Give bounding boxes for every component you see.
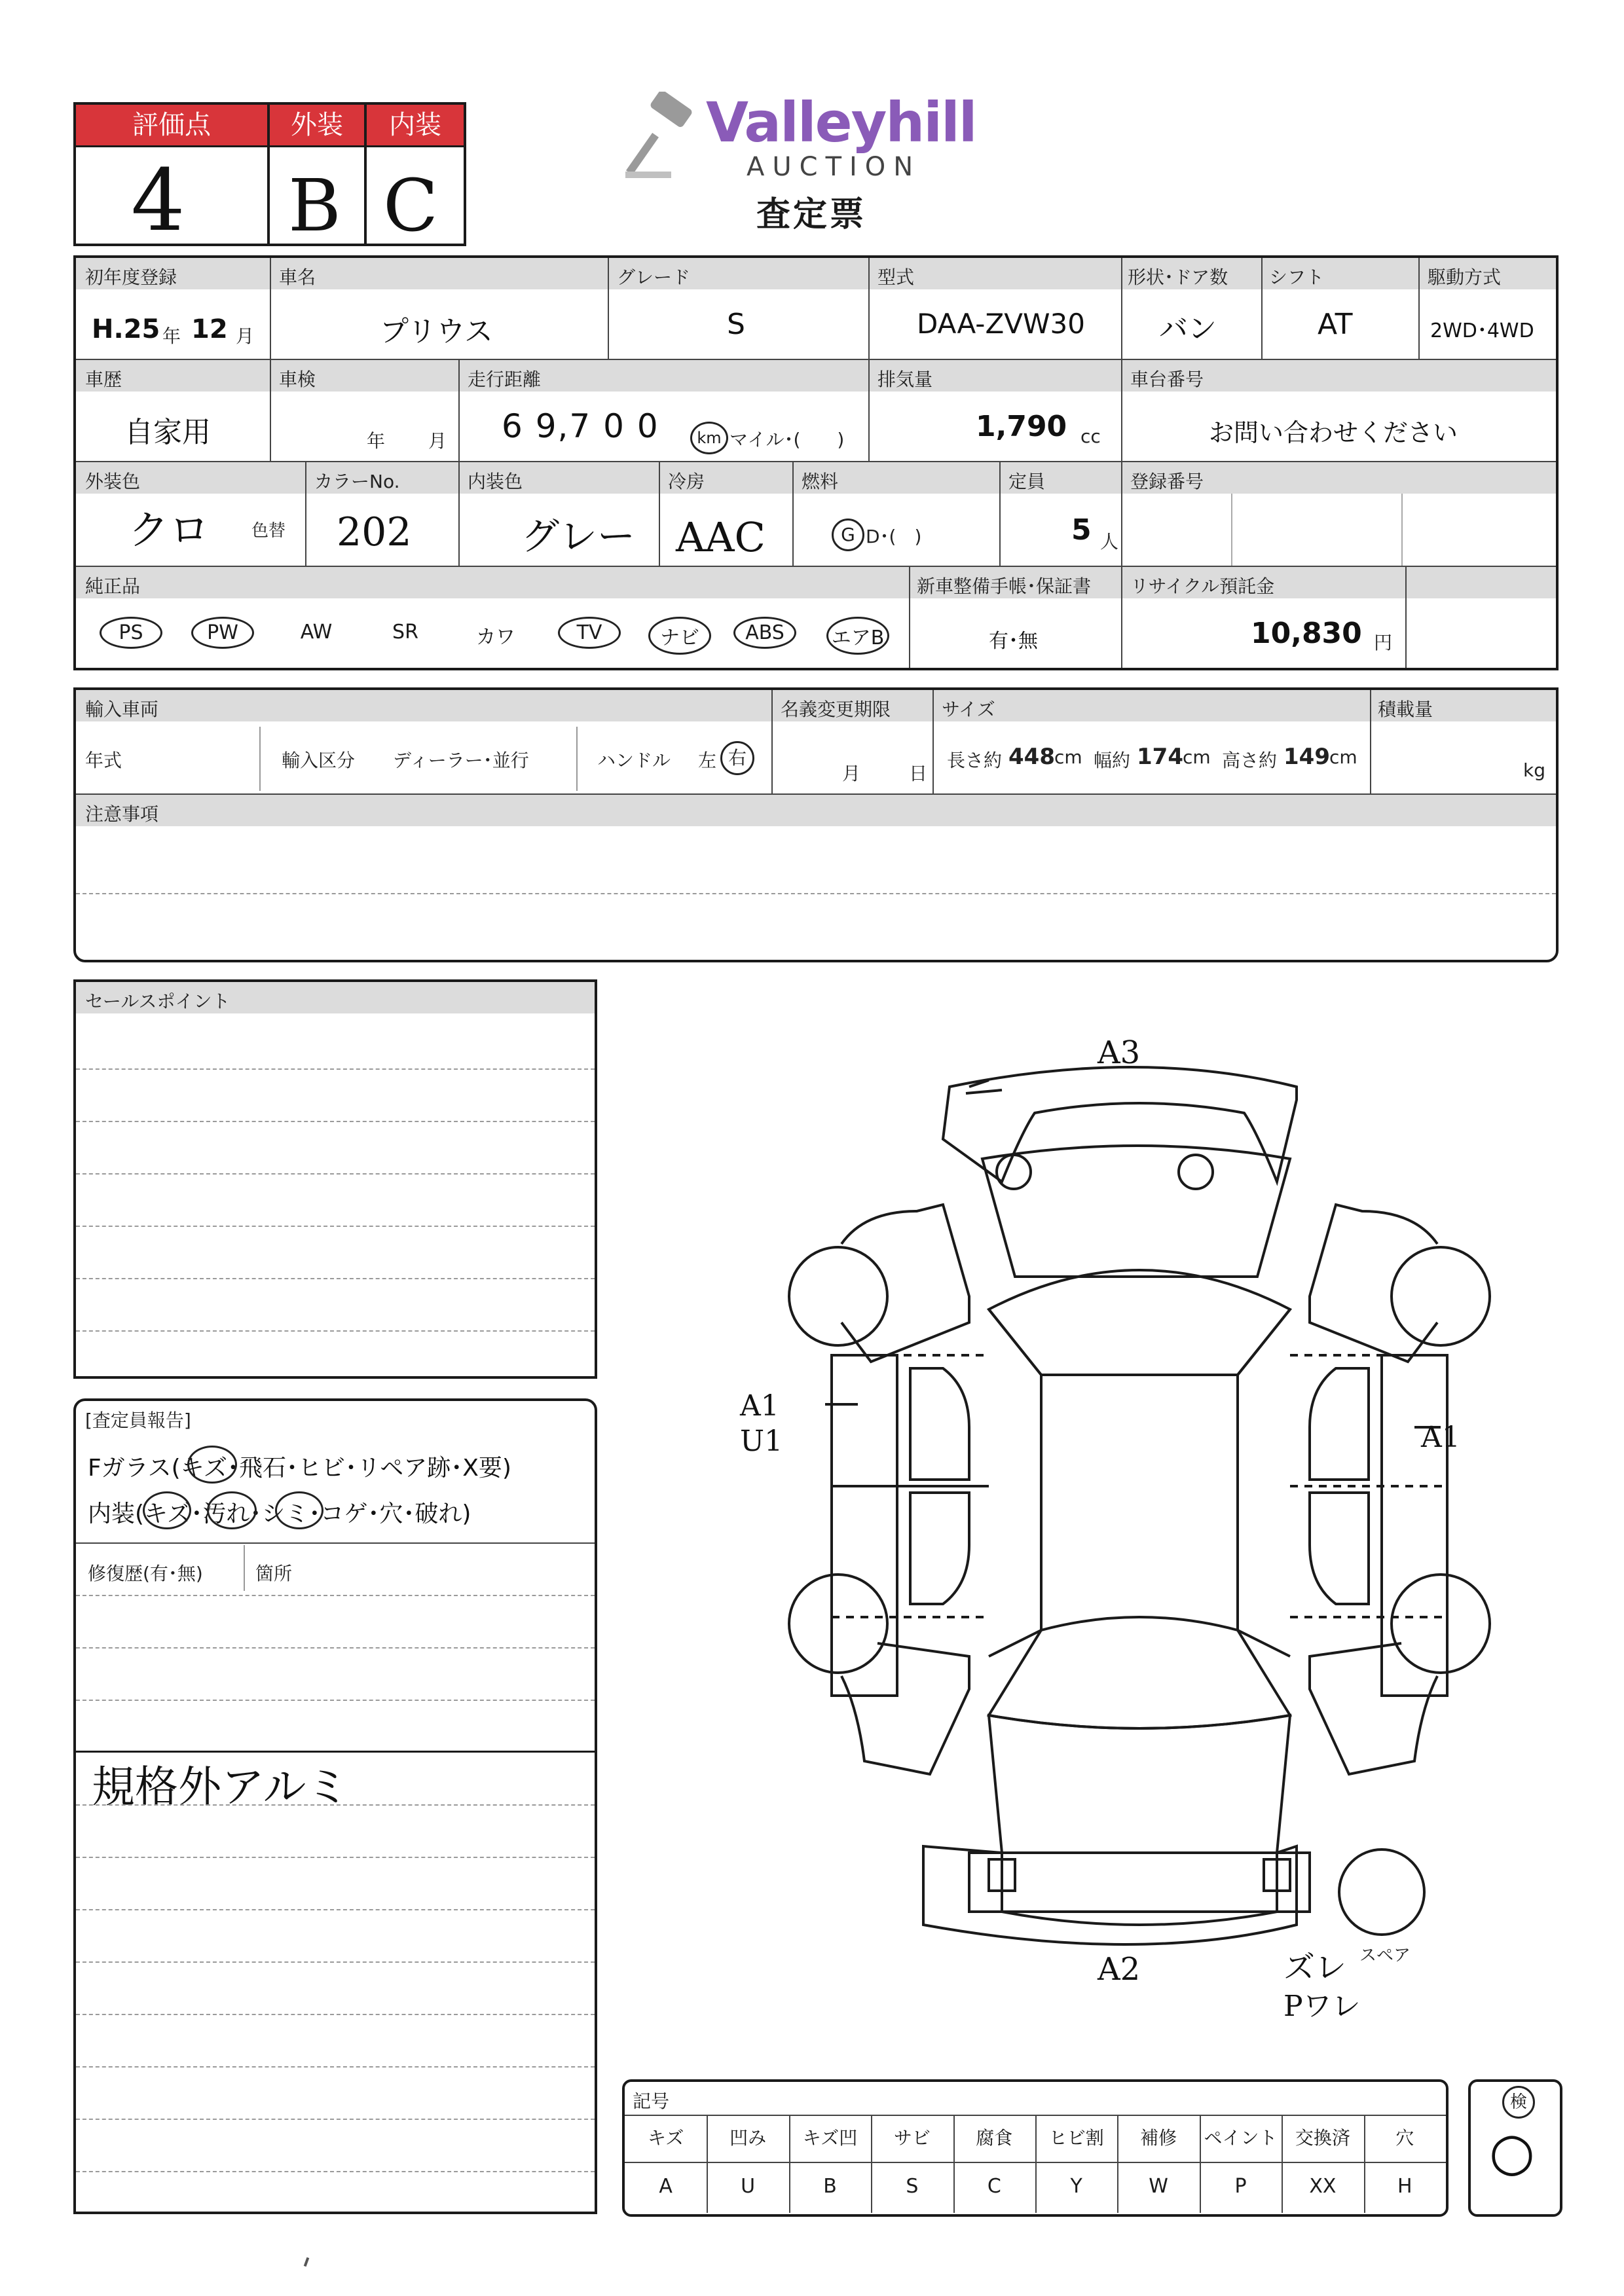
length-label: 長さ約 bbox=[947, 750, 1003, 771]
mileage-label: 走行距離 bbox=[468, 369, 542, 390]
ext-color-value: クロ bbox=[128, 506, 210, 554]
first-reg-year-unit: 年 bbox=[162, 325, 181, 347]
grade-value: 4 bbox=[131, 151, 185, 250]
name-change-day: 日 bbox=[909, 763, 928, 784]
service-book-label: 新車整備手帳･保証書 bbox=[917, 575, 1092, 597]
spare-note-shift: ズレ bbox=[1283, 1949, 1347, 1986]
fuel-label: 燃料 bbox=[802, 471, 839, 492]
legend-name-5: ヒビ割 bbox=[1048, 2127, 1104, 2149]
grade-field: S bbox=[727, 308, 745, 341]
chassis-label: 車台番号 bbox=[1130, 369, 1204, 390]
color-no-label: カラーNo. bbox=[314, 471, 400, 492]
glass-line: Fガラス(キズ･飛石･ヒビ･リペア跡･X要) bbox=[88, 1455, 511, 1482]
model-code: DAA-ZVW30 bbox=[917, 308, 1085, 340]
legend-code-6: W bbox=[1149, 2175, 1168, 2198]
spare-note-p-crack: Pワレ bbox=[1283, 1990, 1361, 2023]
mileage-value: 6 9,7 0 0 bbox=[502, 407, 659, 445]
legend-name-9: 穴 bbox=[1395, 2127, 1414, 2149]
capacity-value: 5 bbox=[1071, 513, 1092, 547]
displacement-label: 排気量 bbox=[877, 369, 933, 390]
notes-label: 注意事項 bbox=[85, 803, 159, 825]
first-reg-month-unit: 月 bbox=[236, 325, 255, 347]
legend-code-5: Y bbox=[1070, 2175, 1082, 2198]
genuine-option-3: SR bbox=[392, 621, 418, 644]
legend-name-8: 交換済 bbox=[1295, 2127, 1350, 2149]
handle-left: 左 bbox=[698, 750, 717, 771]
recycle-value: 10,830 bbox=[1251, 617, 1362, 650]
import-label: 輸入車両 bbox=[85, 699, 159, 720]
color-change-label: 色替 bbox=[251, 521, 286, 541]
shape-label: 形状･ドア数 bbox=[1128, 266, 1228, 288]
first-reg-label: 初年度登録 bbox=[85, 266, 177, 288]
legend-name-3: サビ bbox=[893, 2127, 931, 2149]
car-damage-diagram bbox=[773, 1034, 1519, 2030]
inspection-label: 車検 bbox=[279, 369, 316, 390]
name-change-label: 名義変更期限 bbox=[781, 699, 891, 720]
fuel-gasoline-circled: G bbox=[832, 519, 864, 551]
inspection-year-unit: 年 bbox=[367, 430, 386, 452]
legend-name-2: キズ凹 bbox=[802, 2127, 858, 2149]
legend-code-7: P bbox=[1234, 2175, 1247, 2198]
sales-point-label: セールスポイント bbox=[85, 991, 231, 1012]
damage-mark-right-door: A1 bbox=[1421, 1421, 1460, 1454]
width-value: 174 bbox=[1137, 744, 1183, 770]
displacement-value: 1,790 bbox=[976, 410, 1067, 443]
car-name: プリウス bbox=[380, 315, 493, 348]
capacity-unit: 人 bbox=[1100, 531, 1119, 553]
legend-name-0: キズ bbox=[647, 2127, 684, 2149]
width-unit: cm bbox=[1183, 746, 1211, 768]
load-unit: kg bbox=[1523, 759, 1545, 781]
grade-header: 評価点 bbox=[76, 105, 267, 145]
genuine-parts-label: 純正品 bbox=[85, 575, 141, 597]
interior-dirt-circle bbox=[207, 1491, 257, 1529]
legend-name-1: 凹み bbox=[729, 2127, 767, 2149]
check-label-circled: 検 bbox=[1502, 2086, 1535, 2119]
damage-mark-rear: A3 bbox=[1098, 1034, 1141, 1071]
shift-label: シフト bbox=[1269, 266, 1325, 288]
genuine-option-8: エアB bbox=[826, 617, 889, 655]
color-no-value: 202 bbox=[337, 509, 412, 555]
import-class-label: 輸入区分 bbox=[282, 750, 356, 771]
interior-header: 内装 bbox=[367, 105, 464, 145]
service-book-value: 有･無 bbox=[989, 630, 1038, 653]
exterior-value: B bbox=[288, 164, 341, 247]
genuine-option-2: AW bbox=[300, 621, 333, 644]
legend-code-9: H bbox=[1397, 2175, 1412, 2198]
genuine-option-0: PS bbox=[100, 617, 162, 649]
name-change-month: 月 bbox=[842, 763, 861, 784]
shift-value: AT bbox=[1318, 308, 1353, 341]
legend-code-8: XX bbox=[1309, 2175, 1337, 2198]
genuine-option-6: ナビ bbox=[648, 617, 711, 655]
exterior-header: 外装 bbox=[270, 105, 364, 145]
recycle-label: リサイクル預託金 bbox=[1130, 575, 1275, 597]
reg-no-label: 登録番号 bbox=[1130, 471, 1204, 492]
drive-label: 駆動方式 bbox=[1428, 266, 1502, 288]
document-title: 査定票 bbox=[756, 195, 867, 234]
aircon-label: 冷房 bbox=[668, 471, 705, 492]
interior-scratch-circle bbox=[143, 1491, 191, 1529]
inspector-note: 規格外アルミ bbox=[92, 1762, 350, 1812]
genuine-option-4: カワ bbox=[476, 626, 515, 649]
chassis-value: お問い合わせください bbox=[1209, 418, 1458, 447]
load-label: 積載量 bbox=[1378, 699, 1433, 720]
legend-code-4: C bbox=[987, 2175, 1001, 2198]
legend-code-2: B bbox=[823, 2175, 837, 2198]
km-unit-circled: km bbox=[690, 422, 728, 454]
damage-mark-left-door: A1 bbox=[740, 1389, 779, 1423]
sales-point-box bbox=[73, 979, 597, 1379]
handle-right-circled: 右 bbox=[720, 741, 754, 775]
first-reg-era: H.25 bbox=[92, 314, 160, 344]
inspection-month-unit: 月 bbox=[428, 430, 447, 452]
height-label: 高さ約 bbox=[1222, 750, 1278, 771]
repair-history-label: 修復歴(有･無) bbox=[88, 1563, 203, 1584]
legend-name-7: ペイント bbox=[1204, 2127, 1278, 2149]
height-unit: cm bbox=[1329, 746, 1357, 768]
size-label: サイズ bbox=[942, 699, 995, 720]
legend-code-1: U bbox=[741, 2175, 756, 2198]
int-color-label: 内装色 bbox=[468, 471, 523, 492]
history-value: 自家用 bbox=[124, 416, 211, 449]
import-year-label: 年式 bbox=[85, 750, 122, 771]
car-name-label: 車名 bbox=[279, 266, 316, 288]
shape-value: バン bbox=[1159, 312, 1217, 346]
int-color-value: グレー bbox=[521, 514, 636, 558]
legend-code-0: A bbox=[659, 2175, 673, 2198]
first-reg-month: 12 bbox=[191, 314, 228, 344]
interior-line: 内装(キズ･汚れ･シミ･コゲ･穴･破れ) bbox=[88, 1501, 471, 1527]
handle-label: ハンドル bbox=[597, 750, 671, 771]
mile-unit: マイル･( ) bbox=[729, 429, 845, 450]
symbol-legend-label: 記号 bbox=[633, 2090, 670, 2112]
spare-tire-label: スペア bbox=[1359, 1946, 1411, 1965]
length-value: 448 bbox=[1008, 744, 1055, 770]
grade-field-label: グレード bbox=[617, 266, 691, 288]
inspector-report-label: [査定員報告] bbox=[85, 1410, 191, 1431]
import-class-value: ディーラー･並行 bbox=[393, 750, 529, 771]
capacity-label: 定員 bbox=[1008, 471, 1046, 492]
width-label: 幅約 bbox=[1094, 750, 1131, 771]
fuel-other: D･( ) bbox=[866, 526, 922, 547]
legend-name-4: 腐食 bbox=[976, 2127, 1013, 2149]
glass-scratch-circle bbox=[187, 1446, 237, 1484]
genuine-option-5: TV bbox=[558, 617, 621, 649]
ext-color-label: 外装色 bbox=[85, 471, 141, 492]
interior-stain-circle bbox=[275, 1491, 323, 1529]
legend-code-3: S bbox=[906, 2175, 919, 2198]
history-label: 車歴 bbox=[85, 369, 122, 390]
length-unit: cm bbox=[1054, 746, 1082, 768]
damage-mark-left-door-dent: U1 bbox=[740, 1425, 783, 1458]
stray-mark bbox=[304, 2257, 310, 2267]
legend-name-6: 補修 bbox=[1140, 2127, 1177, 2149]
brand-subtitle: AUCTION bbox=[747, 152, 921, 182]
brand-logo: Valleyhill bbox=[706, 90, 976, 155]
recycle-unit: 円 bbox=[1374, 632, 1393, 653]
drive-value: 2WD･4WD bbox=[1430, 319, 1534, 342]
model-label: 型式 bbox=[877, 266, 915, 288]
displacement-unit: cc bbox=[1080, 426, 1101, 447]
repair-location-label: 箇所 bbox=[255, 1563, 293, 1584]
damage-mark-front: A2 bbox=[1098, 1951, 1141, 1988]
aircon-value: AAC bbox=[676, 513, 766, 561]
check-value: ○ bbox=[1489, 2121, 1535, 2182]
gavel-icon bbox=[625, 92, 704, 183]
genuine-option-1: PW bbox=[191, 617, 254, 649]
genuine-option-7: ABS bbox=[733, 617, 796, 649]
interior-value: C bbox=[383, 164, 439, 247]
height-value: 149 bbox=[1283, 744, 1330, 770]
